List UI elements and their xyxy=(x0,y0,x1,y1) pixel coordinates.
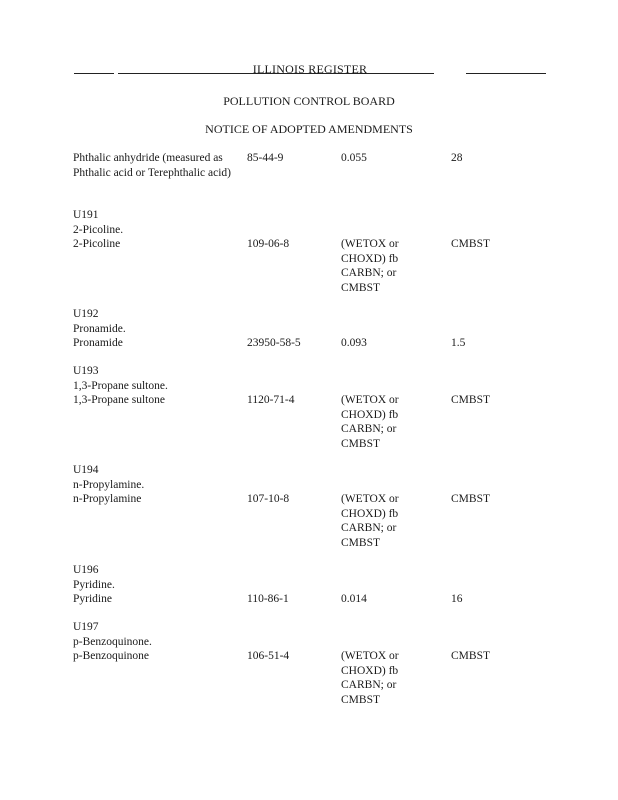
waste-name-heading: 2-Picoline. xyxy=(73,223,124,236)
constituent-name: 2-Picoline xyxy=(73,238,121,250)
register-title: ILLINOIS REGISTER xyxy=(252,62,368,76)
nonwastewater-standard: CMBST xyxy=(451,493,490,505)
wastewater-standard: 0.093 xyxy=(341,337,367,349)
cas-number: 106-51-4 xyxy=(247,650,290,662)
wastewater-standard: (WETOX or CHOXD) fb CARBN; or CMBST xyxy=(341,394,399,450)
waste-name-heading: 1,3-Propane sultone. xyxy=(73,379,168,392)
waste-code: U196 xyxy=(73,564,99,576)
constituent-name: Phthalic anhydride (measured as Phthalic acid or Terephthalic acid) xyxy=(73,152,232,179)
wastewater-standard: 0.055 xyxy=(341,152,367,164)
waste-entry xyxy=(73,563,543,607)
cas-number: 1120-71-4 xyxy=(247,394,295,406)
waste-entry xyxy=(73,208,543,295)
waste-entry xyxy=(73,620,543,707)
constituent-name: Pronamide xyxy=(73,337,123,349)
waste-code: U197 xyxy=(73,621,99,633)
cas-number: 107-10-8 xyxy=(247,493,290,505)
waste-entry xyxy=(73,364,543,451)
nonwastewater-standard: 1.5 xyxy=(451,337,466,349)
nonwastewater-standard: CMBST xyxy=(451,238,490,250)
board-title: POLLUTION CONTROL BOARD xyxy=(223,94,395,108)
cas-number: 23950-58-5 xyxy=(247,337,301,349)
waste-code: U191 xyxy=(73,209,99,221)
constituent-name: 1,3-Propane sultone xyxy=(73,394,165,406)
cas-number: 109-06-8 xyxy=(247,238,290,250)
nonwastewater-standard: CMBST xyxy=(451,394,490,406)
cas-number: 110-86-1 xyxy=(247,593,289,605)
waste-entry xyxy=(73,151,543,195)
waste-code: U192 xyxy=(73,308,99,320)
waste-code: U194 xyxy=(73,464,99,476)
constituent-name: Pyridine xyxy=(73,593,112,605)
nonwastewater-standard: 28 xyxy=(451,152,463,164)
waste-name-heading: Pronamide. xyxy=(73,322,126,335)
wastewater-standard: (WETOX or CHOXD) fb CARBN; or CMBST xyxy=(341,493,399,549)
constituent-name: p-Benzoquinone xyxy=(73,650,150,662)
waste-name-heading: p-Benzoquinone. xyxy=(73,635,152,648)
wastewater-standard: (WETOX or CHOXD) fb CARBN; or CMBST xyxy=(341,650,399,706)
header-rule xyxy=(466,73,546,74)
register-header xyxy=(74,62,546,76)
waste-entry xyxy=(73,463,543,550)
header-rule xyxy=(118,73,434,74)
notice-title: NOTICE OF ADOPTED AMENDMENTS xyxy=(205,122,413,136)
cas-number: 85-44-9 xyxy=(247,152,284,164)
constituent-name: n-Propylamine xyxy=(73,493,142,505)
waste-code: U193 xyxy=(73,365,99,377)
waste-name-heading: n-Propylamine. xyxy=(73,478,145,491)
wastewater-standard: (WETOX or CHOXD) fb CARBN; or CMBST xyxy=(341,238,399,294)
nonwastewater-standard: CMBST xyxy=(451,650,490,662)
waste-name-heading: Pyridine. xyxy=(73,578,115,591)
nonwastewater-standard: 16 xyxy=(451,593,463,605)
waste-entry xyxy=(73,307,543,351)
header-rule xyxy=(74,73,114,74)
wastewater-standard: 0.014 xyxy=(341,593,367,605)
